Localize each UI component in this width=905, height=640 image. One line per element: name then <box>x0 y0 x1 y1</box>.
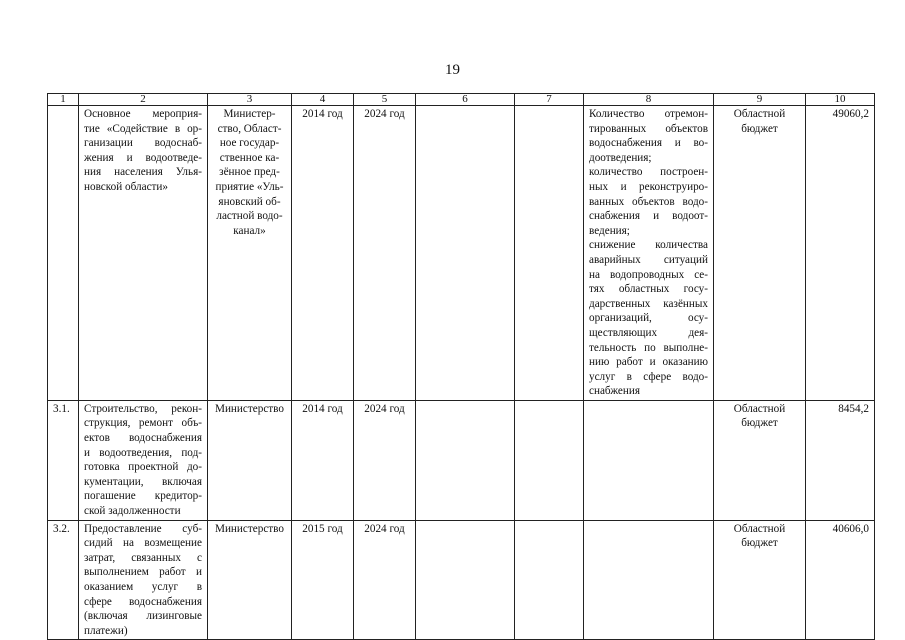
cell-line: бюджет <box>741 537 778 550</box>
row-number <box>48 106 79 401</box>
cell-line: Министер- <box>223 108 276 120</box>
cell-line: ской задолженности <box>84 505 181 518</box>
row-number <box>48 520 79 640</box>
header-col-8: 8 <box>584 94 714 106</box>
cell-line: снабжения и водоот- <box>589 210 708 223</box>
cell-line: ластной водо- <box>216 210 283 223</box>
cell-line: Количество отремон- <box>589 108 708 120</box>
cell-line: ведения; <box>589 224 630 237</box>
header-col-7: 7 <box>515 94 584 106</box>
cell-line: услуг в сфере водо- <box>589 370 708 383</box>
executor <box>208 520 292 640</box>
program-table <box>47 93 875 640</box>
header-col-10: 10 <box>806 94 875 106</box>
cell-line: и водоотведения, под- <box>84 446 202 459</box>
cell-line: оказанием услуг в <box>84 581 202 593</box>
cell-text: 3.2. <box>53 522 70 535</box>
cell-line: количество построен- <box>589 166 708 179</box>
executor <box>208 400 292 520</box>
header-col-1: 1 <box>48 94 79 106</box>
cell-line: ство, Област- <box>217 122 282 135</box>
measure-name <box>79 520 208 640</box>
cell-line: приятие «Уль- <box>215 180 284 193</box>
header-col-3: 3 <box>208 94 292 106</box>
funding-amount <box>806 400 875 520</box>
cell-line: струкция, ремонт объ- <box>84 417 202 430</box>
indicators <box>584 106 714 401</box>
cell-line: организаций, осу- <box>589 312 708 325</box>
cell-line: ществляющих дея- <box>589 326 708 339</box>
page-number: 19 <box>445 62 460 78</box>
cell-text: 3.1. <box>53 402 70 415</box>
cell-line: тях областных госу- <box>589 283 708 296</box>
cell-line: Областной <box>733 108 786 120</box>
cell-line: тие «Содействие в ор- <box>84 122 202 135</box>
funding-source <box>714 400 806 520</box>
column-6 <box>416 106 515 401</box>
cell-line: канал» <box>233 224 266 237</box>
cell-line: сфере водоснабжения <box>84 595 202 608</box>
cell-text: 8454,2 <box>838 402 869 415</box>
header-col-6: 6 <box>416 94 515 106</box>
header-col-9: 9 <box>714 94 806 106</box>
funding-amount <box>806 106 875 401</box>
cell-line: Строительство, рекон- <box>84 402 202 415</box>
executor <box>208 106 292 401</box>
cell-line: выполнением работ и <box>84 566 202 579</box>
measure-name <box>79 400 208 520</box>
cell-line: погашение кредитор- <box>84 490 202 503</box>
cell-line: бюджет <box>741 417 778 430</box>
end-year <box>354 520 416 640</box>
cell-line: готовка проектной до- <box>84 461 202 474</box>
cell-line: водоснабжения и во- <box>589 137 708 150</box>
funding-source <box>714 106 806 401</box>
header-col-2: 2 <box>79 94 208 106</box>
cell-line: яновский об- <box>218 195 281 208</box>
funding-source <box>714 520 806 640</box>
cell-line: сидий на возмещение <box>84 537 202 550</box>
cell-line: доотведения; <box>589 151 652 164</box>
cell-line: аварийных ситуаций <box>589 253 708 266</box>
cell-line: снабжения <box>589 385 640 398</box>
start-year <box>292 520 354 640</box>
cell-line: Основное мероприя- <box>84 108 202 120</box>
cell-line: на водопроводных се- <box>589 268 708 281</box>
cell-line: платежи) <box>84 624 128 637</box>
column-6 <box>416 400 515 520</box>
cell-line: новской области» <box>84 180 168 193</box>
header-col-4: 4 <box>292 94 354 106</box>
cell-text: 2024 год <box>364 402 405 415</box>
column-7 <box>515 106 584 401</box>
cell-line: затрат, связанных с <box>84 551 202 564</box>
table-row <box>48 106 875 401</box>
column-7 <box>515 400 584 520</box>
end-year <box>354 106 416 401</box>
cell-line: снижение количества <box>589 239 708 252</box>
indicators <box>584 520 714 640</box>
cell-line: ванных объектов водо- <box>589 195 708 208</box>
table-row <box>48 400 875 520</box>
header-row <box>48 94 875 106</box>
end-year <box>354 400 416 520</box>
cell-text: 40606,0 <box>832 522 869 535</box>
cell-line: Предоставление суб- <box>84 522 202 535</box>
cell-line: нию работ и оказанию <box>589 356 708 369</box>
cell-line: Министерство <box>215 402 284 415</box>
table-row <box>48 520 875 640</box>
cell-line: ственное ка- <box>219 151 280 164</box>
cell-line: Областной <box>733 402 786 415</box>
row-number <box>48 400 79 520</box>
cell-line: кументации, включая <box>84 475 202 488</box>
start-year <box>292 106 354 401</box>
cell-line: ния населения Улья- <box>84 166 202 179</box>
measure-name <box>79 106 208 401</box>
cell-line: зённое пред- <box>219 166 280 179</box>
column-7 <box>515 520 584 640</box>
table-body <box>48 106 875 640</box>
funding-amount <box>806 520 875 640</box>
cell-text: 2014 год <box>302 402 343 415</box>
indicators <box>584 400 714 520</box>
cell-line: ганизации водоснаб- <box>84 137 202 150</box>
cell-line: ектов водоснабжения <box>84 432 202 445</box>
cell-text: 2014 год <box>302 108 343 120</box>
cell-line: Министерство <box>215 522 284 535</box>
cell-text: 49060,2 <box>832 108 869 120</box>
cell-text: 2024 год <box>364 108 405 120</box>
header-col-5: 5 <box>354 94 416 106</box>
cell-line: (включая лизинговые <box>84 610 202 623</box>
start-year <box>292 400 354 520</box>
cell-line: Областной <box>733 522 786 535</box>
column-6 <box>416 520 515 640</box>
cell-text: 2024 год <box>364 522 405 535</box>
cell-line: ных и реконструиро- <box>589 180 708 193</box>
cell-line: дарственных казённых <box>589 297 708 310</box>
cell-line: тированных объектов <box>589 122 708 135</box>
cell-line: жения и водоотведе- <box>84 151 202 164</box>
cell-text: 2015 год <box>302 522 343 535</box>
cell-line: ное государ- <box>219 137 280 150</box>
cell-line: тельность по выполне- <box>589 341 708 354</box>
cell-line: бюджет <box>741 122 778 135</box>
